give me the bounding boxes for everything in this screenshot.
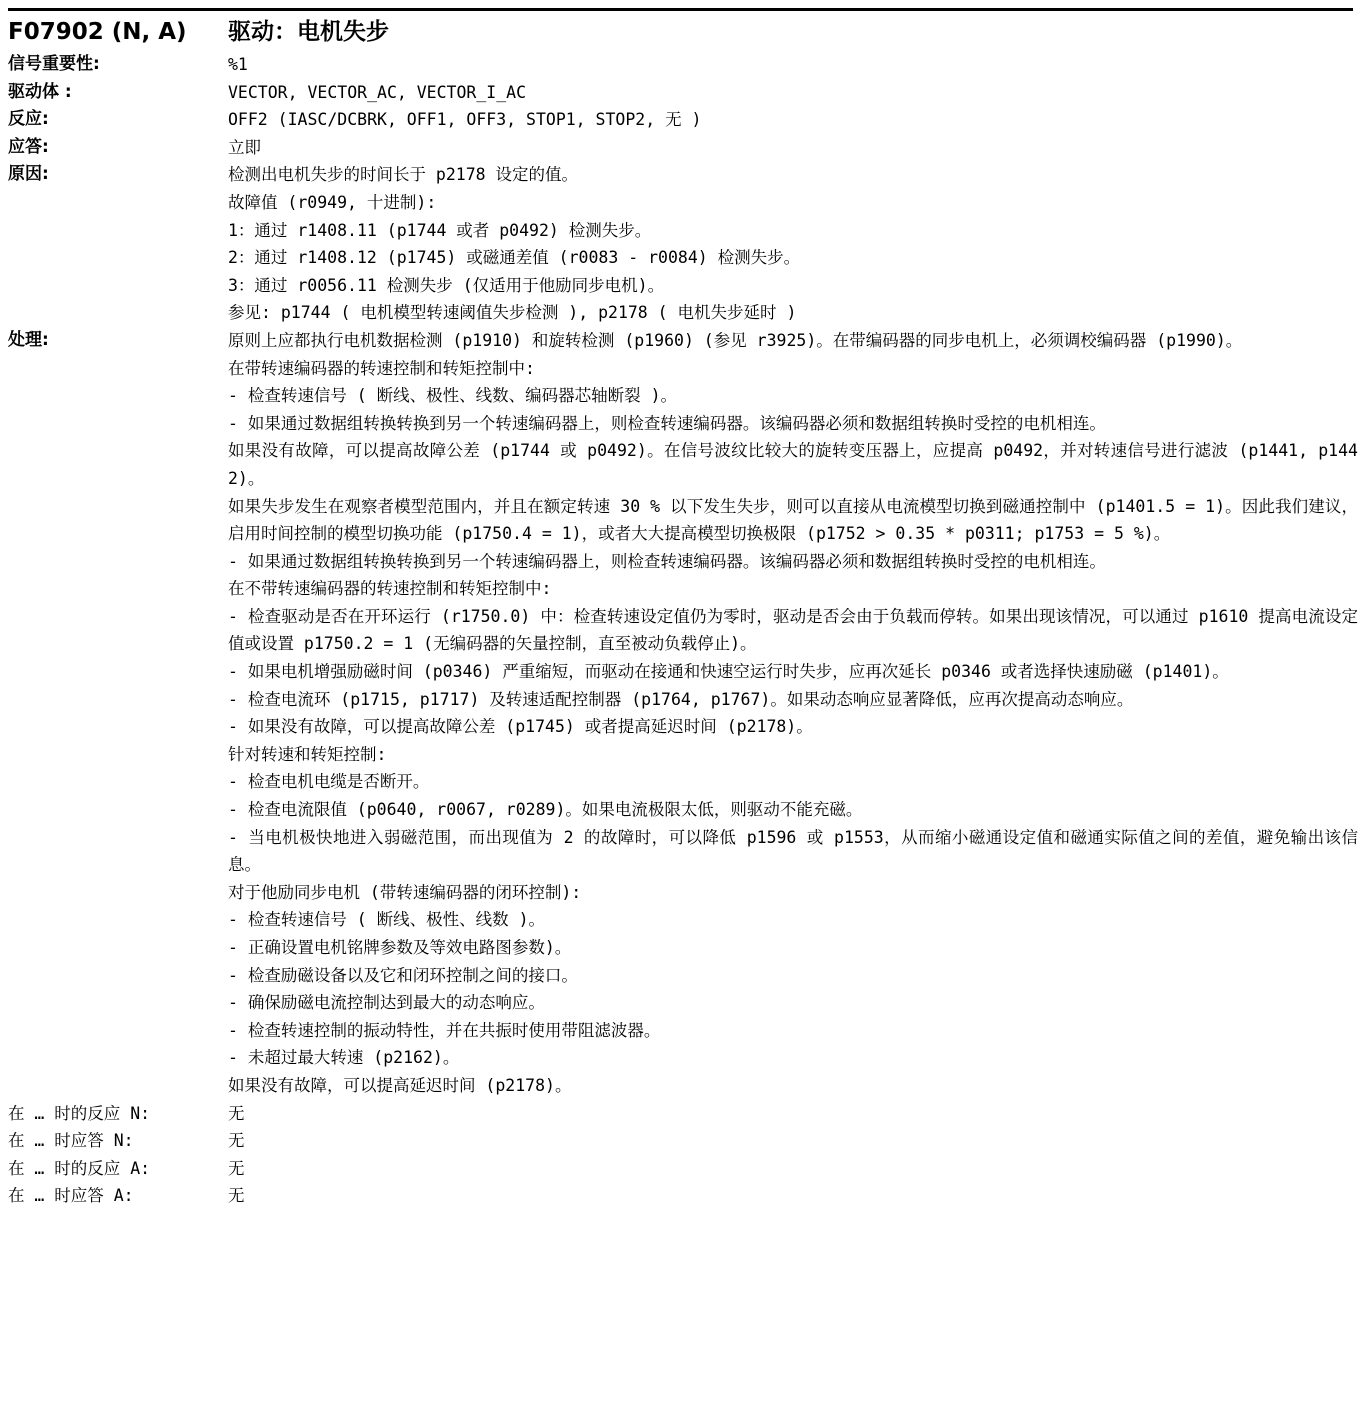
remedy-paragraph: - 检查驱动是否在开环运行 (r1750.0) 中：检查转速设定值仍为零时，驱动是否会由于负载而停转。如果出现该情况，可以通过 p1610 提高电流设定值或设置 p1750.2 = 1 (无编码器的矢量控制，直至被动负载停止)。 (228, 606, 1358, 654)
ack-n-value: 无 (228, 1131, 245, 1151)
signal-importance-label: 信号重要性: (8, 54, 100, 74)
ack-n-row (8, 1127, 1358, 1155)
fault-title: 驱动：电机失步 (228, 19, 389, 45)
remedy-paragraph: 如果没有故障，可以提高故障公差 (p1744 或 p0492)。在信号波纹比较大的旋转变压器上，应提高 p0492，并对转速信号进行滤波 (p1441, p1442)。 (228, 441, 1358, 488)
cause-line: 检测出电机失步的时间长于 p2178 设定的值。 (228, 165, 579, 185)
fault-header (8, 14, 1353, 50)
cause-line: 3：通过 r0056.11 检测失步 (仅适用于他励同步电机)。 (228, 275, 665, 295)
signal-importance-row (8, 51, 1358, 79)
remedy-paragraph: - 正确设置电机铭牌参数及等效电路图参数)。 (228, 938, 572, 957)
cause-row (8, 161, 1358, 327)
reaction-a-label: 在 … 时的反应 A: (8, 1158, 151, 1178)
remedy-paragraph: 在不带转速编码器的转速控制和转矩控制中: (228, 579, 552, 599)
reaction-label: 反应: (8, 109, 49, 130)
drive-object-row (8, 79, 1358, 107)
ack-a-row (8, 1182, 1358, 1210)
drive-object-value: VECTOR, VECTOR_AC, VECTOR_I_AC (228, 82, 527, 102)
fault-details (8, 51, 1358, 1210)
remedy-paragraph: - 如果通过数据组转换转换到另一个转速编码器上，则检查转速编码器。该编码器必须和数据组转换时受控的电机相连。 (228, 551, 1106, 571)
remedy-paragraph: - 检查转速控制的振动特性，并在共振时使用带阻滤波器。 (228, 1020, 661, 1040)
cause-label: 原因: (8, 164, 49, 185)
reaction-n-label: 在 … 时的反应 N: (8, 1103, 151, 1123)
acknowledge-label: 应答: (8, 136, 49, 157)
acknowledge-row (8, 134, 1358, 162)
reaction-value: OFF2 (IASC/DCBRK, OFF1, OFF3, STOP1, STOP2, 无 ) (228, 110, 702, 130)
remedy-paragraph: 对于他励同步电机 (带转速编码器的闭环控制): (228, 882, 582, 902)
remedy-paragraph: - 检查转速信号 ( 断线、极性、线数 )。 (228, 910, 546, 930)
cause-text (228, 161, 1358, 327)
remedy-paragraph: - 检查电流环 (p1715, p1717) 及转速适配控制器 (p1764, p1767)。如果动态响应显著降低，应再次提高动态响应。 (228, 689, 1134, 709)
remedy-label: 处理: (8, 329, 49, 350)
ack-a-value: 无 (228, 1186, 245, 1206)
fault-code: F07902 (N, A) (8, 19, 187, 45)
remedy-paragraph: - 当电机极快地进入弱磁范围，而出现值为 2 的故障时，可以降低 p1596 或 p1553，从而缩小磁通设定值和磁通实际值之间的差值，避免输出该信息。 (228, 827, 1358, 875)
drive-object-label: 驱动体 : (8, 81, 72, 102)
remedy-paragraph: 原则上应都执行电机数据检测 (p1910) 和旋转检测 (p1960) (参见 r3925)。在带编码器的同步电机上，必须调校编码器 (p1990)。 (228, 330, 1243, 350)
remedy-paragraph: - 如果没有故障，可以提高故障公差 (p1745) 或者提高延迟时间 (p2178)。 (228, 717, 813, 737)
remedy-paragraph: 在带转速编码器的转速控制和转矩控制中: (228, 358, 535, 378)
remedy-paragraph: - 检查电机电缆是否断开。 (228, 772, 430, 792)
reaction-row (8, 106, 1358, 134)
acknowledge-value: 立即 (228, 137, 261, 157)
cause-line: 1：通过 r1408.11 (p1744 或者 p0492) 检测失步。 (228, 220, 652, 240)
remedy-paragraph: - 未超过最大转速 (p2162)。 (228, 1048, 460, 1068)
reaction-a-value: 无 (228, 1158, 245, 1178)
remedy-paragraph: - 检查励磁设备以及它和闭环控制之间的接口。 (228, 965, 578, 985)
remedy-paragraph: - 确保励磁电流控制达到最大的动态响应。 (228, 993, 545, 1013)
remedy-paragraph: 如果没有故障，可以提高延迟时间 (p2178)。 (228, 1075, 572, 1095)
reaction-a-row (8, 1155, 1358, 1183)
remedy-text (228, 327, 1358, 1100)
remedy-row (8, 327, 1358, 1100)
remedy-paragraph: - 如果通过数据组转换转换到另一个转速编码器上，则检查转速编码器。该编码器必须和数据组转换时受控的电机相连。 (228, 413, 1106, 433)
reaction-n-row (8, 1100, 1358, 1128)
remedy-paragraph: - 检查电流限值 (p0640, r0067, r0289)。如果电流极限太低，则驱动不能充磁。 (228, 800, 863, 820)
signal-importance-value: %1 (228, 55, 248, 74)
cause-line: 2：通过 r1408.12 (p1745) 或磁通差值 (r0083 - r0084) 检测失步。 (228, 248, 801, 268)
top-rule (8, 8, 1353, 11)
remedy-paragraph: 如果失步发生在观察者模型范围内，并且在额定转速 30 % 以下发生失步，则可以直接从电流模型切换到磁通控制中 (p1401.5 = 1)。因此我们建议，启用时间控制的模型切换功能 (p1750.4 = 1)，或者大大提高模型切换极限 (p1752 > 0.35 * p0311; p1753 = 5 %)。 (228, 496, 1358, 544)
remedy-paragraph: - 检查转速信号 ( 断线、极性、线数、编码器芯轴断裂 )。 (228, 386, 678, 406)
remedy-paragraph: 针对转速和转矩控制: (228, 744, 387, 764)
reaction-n-value: 无 (228, 1103, 245, 1123)
ack-n-label: 在 … 时应答 N: (8, 1131, 134, 1151)
cause-line: 故障值 (r0949, 十进制): (228, 192, 437, 212)
cause-line: 参见: p1744 ( 电机模型转速阈值失步检测 ), p2178 ( 电机失步延时 ) (228, 303, 797, 323)
ack-a-label: 在 … 时应答 A: (8, 1186, 134, 1206)
remedy-paragraph: - 如果电机增强励磁时间 (p0346) 严重缩短，而驱动在接通和快速空运行时失步，应再次延长 p0346 或者选择快速励磁 (p1401)。 (228, 662, 1229, 682)
